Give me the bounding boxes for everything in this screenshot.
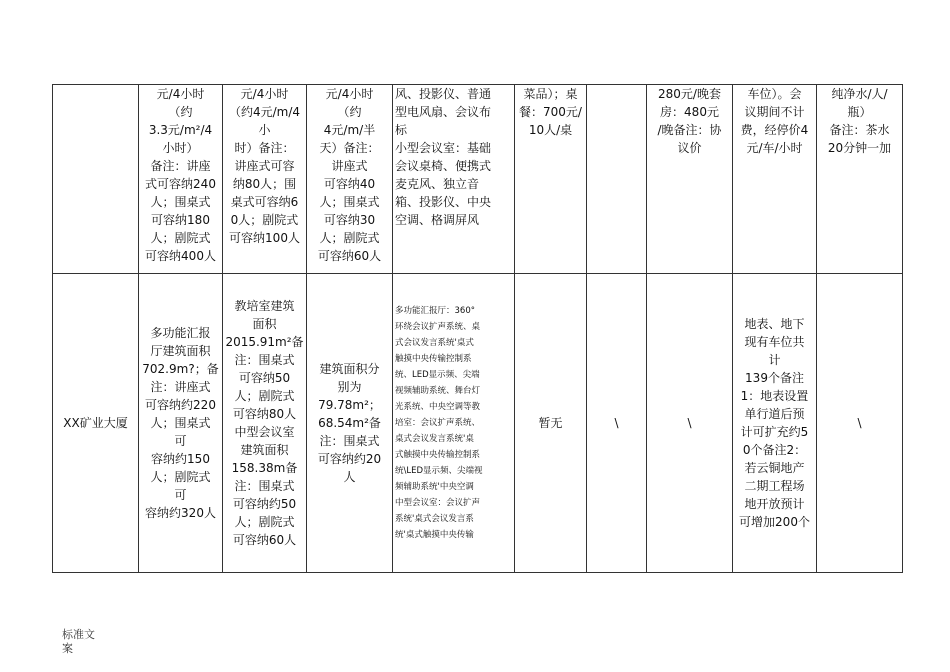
empty-cell [587,85,647,274]
equipment-cell: 多功能汇报厅：360° 环绕会议扩声系统、桌 式会议发言系统'桌式 触摸中央传输控制系 统、LED显示频、尖端 视频辅助系统、舞台灯 光系统、中央空调等教 培室：会议扩声系统、 桌式会议发言系统'桌 式触摸中央传输控制系 统\LED显示频、尖端视 频辅助系统'中央空调 中型会议室：会议扩声 系统'桌式会议发言系 统'桌式触摸中央传输 [393,274,515,573]
parking-cell: 车位）。会 议期间不计 费，经停价4 元/车/小时 [733,85,817,274]
footer-label: 标准文 案 [62,628,95,655]
lodging-cell: 280元/晚套 房：480元 /晚备注：协 议价 [647,85,733,274]
table-row [53,85,903,274]
tea-service-cell: 纯净水/人/ 瓶） 备注：茶水 20分钟一加 [817,85,903,274]
medium-room-cell: 元/4小时 （约4元/m/4 小 时）备注： 讲座式可容 纳80人；围 桌式可容纳6 0人；剧院式 可容纳100人 [223,85,307,274]
equipment-cell: 风、投影仪、普通 型电风扇、会议布 标 小型会议室：基础 会议桌椅、便携式 麦克风、独立音 箱、投影仪、中央 空调、格调屏风 [393,85,515,274]
tea-service-cell: \ [817,274,903,573]
main-hall-cell: 多功能汇报 厅建筑面积 702.9m?；备 注：讲座式 可容纳约220 人；围桌式 可 容纳约150 人；剧院式 可 容纳约320人 [139,274,223,573]
small-room-cell: 元/4小时 （约 4元/m/半 天）备注： 讲座式 可容纳40 人；围桌式 可容纳30 人；剧院式 可容纳60人 [307,85,393,274]
venue-name-cell [53,85,139,274]
venue-comparison-table [52,84,903,573]
slash-cell: \ [587,274,647,573]
lodging-cell: \ [647,274,733,573]
venue-name-cell: XX矿业大厦 [53,274,139,573]
main-hall-cell: 元/4小时 （约 3.3元/m²/4 小时） 备注：讲座 式可容纳240 人；围桌式 可容纳180 人；剧院式 可容纳400人 [139,85,223,274]
parking-cell: 地表、地下 现有车位共 计 139个备注 1：地表设置 单行道后预 计可扩充约5 0个备注2： 若云铜地产 二期工程场 地开放预计 可增加200个 [733,274,817,573]
table-row [53,274,903,573]
medium-room-cell: 教培室建筑 面积 2015.91m²备 注：围桌式 可容纳50 人；剧院式 可容纳80人 中型会议室 建筑面积 158.38m备 注：围桌式 可容纳约50 人；剧院式 可容纳60人 [223,274,307,573]
catering-cell: 暂无 [515,274,587,573]
catering-cell: 菜品）；桌 餐：700元/ 10人/桌 [515,85,587,274]
small-room-cell: 建筑面积分 别为 79.78m²； 68.54m²备 注：围桌式 可容纳约20 人 [307,274,393,573]
